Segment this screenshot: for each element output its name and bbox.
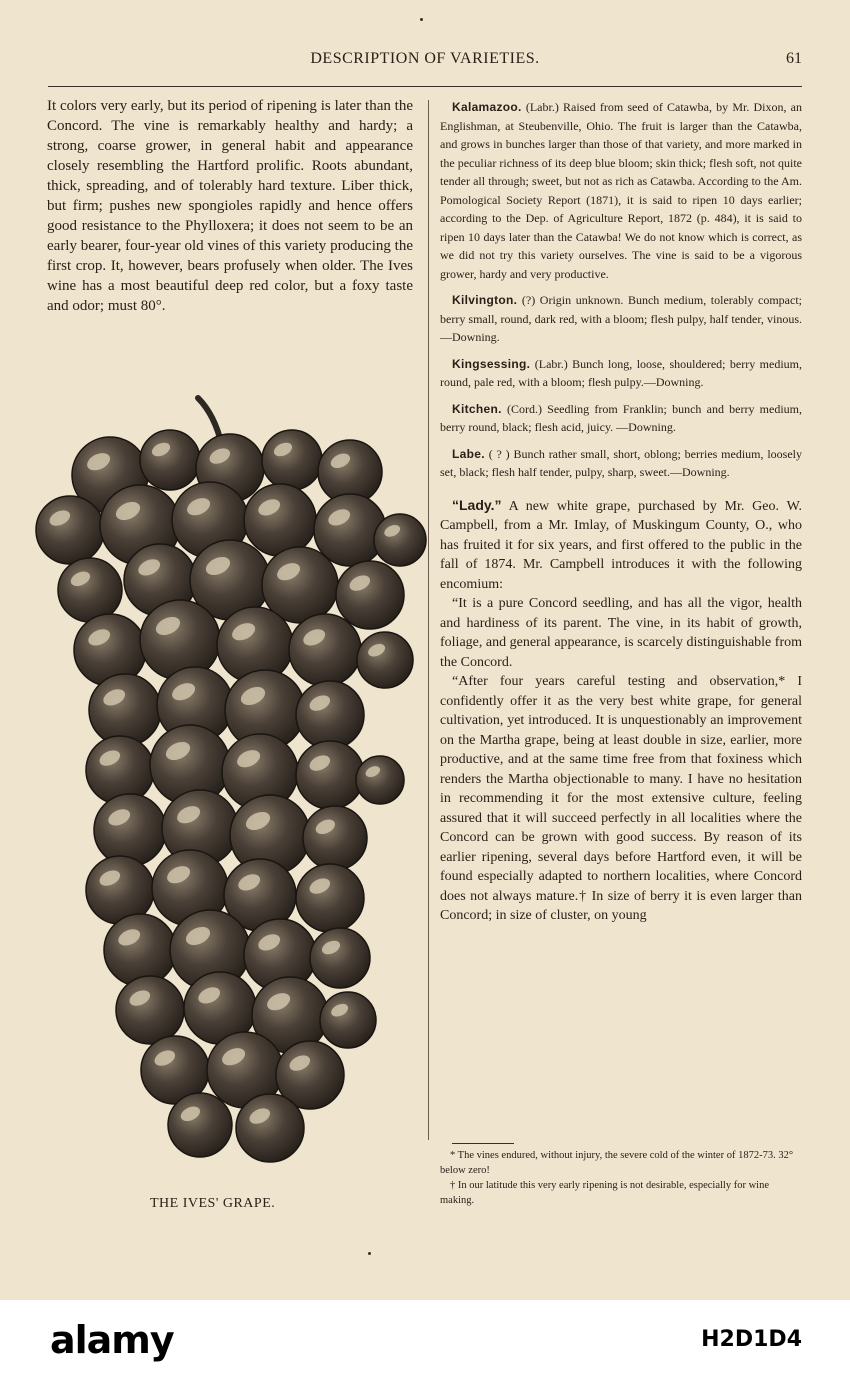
- grape-berry: [236, 1094, 304, 1162]
- ives-grape-illustration: [30, 380, 430, 1190]
- footnote-asterisk: * The vines endured, without injury, the severe cold of the winter of 1872-73. 32° below zero!: [440, 1150, 794, 1176]
- ives-description-paragraph: It colors very early, but its period of ripening is later than the Concord. The vine is remarkably healthy and hardy; a strong, coarse grower, in general habit and appearance closely resembling the Hartford prolific. Roots abundant, thick, spreading, and of tolerably hard texture. Liber thick, but firm; pushes new spongioles rapidly and hence offers good resistance to the Phylloxera; it does not seem to be an early bearer, four-year old vines of this variety producing the first crop. It, however, bears profusely when older. The Ives wine has a most beautiful deep red color, but a foxy taste and odor; must 80°.: [47, 98, 413, 314]
- grape-berry: [336, 561, 404, 629]
- footnote-rule: [452, 1143, 514, 1144]
- column-divider: [428, 100, 429, 1140]
- grape-berry: [289, 614, 361, 686]
- entry-name: Kingsessing.: [452, 356, 531, 371]
- entry-kilvington: [440, 291, 802, 347]
- entry-text: (Labr.) Bunch long, loose, shouldered; berry medium, round, pale red, with a bloom; flesh pulpy.—Downing.: [440, 356, 803, 389]
- entry-text: (Labr.) Raised from seed of Catawba, by Mr. Dixon, an Englishman, at Steubenville, Ohio. The fruit is larger than the Catawba, and grows in bunches larger than those of that variety, and more marked in the peculiar richness of its deep blue bloom; skin thick; flesh soft, not quite tender all through; sweet, but not as rich as Catawba. According to the Am. Pomological Society Report (1871), it is said to ripen 10 days earlier; according to the Dep. of Agriculture Report, 1872 (p. 484), it is said to ripen 10 days later than the Catawba! We do not know which is correct, as we did not try this variety ourselves. The vine is said to be a vigorous grower, hardy and very productive.: [440, 100, 802, 281]
- entry-text: (?) Origin unknown. Bunch medium, tolerably compact; berry small, round, dark red, with a bloom; flesh pulpy, half tender, vinous.—Downing.: [440, 293, 803, 344]
- lady-quote-1: “It is a pure Concord seedling, and has all the vigor, health and hardiness of its parent. The vine, in its habit of growth, foliage, and general appearance, is scarcely distinguishable from the Concord.: [440, 596, 802, 670]
- grape-berry: [140, 430, 200, 490]
- grape-berry: [310, 928, 370, 988]
- entry-text: A new white grape, purchased by Mr. Geo. W. Campbell, from a Mr. Imlay, of Muskingum County, O., who has fruited it for six years, and first offered to the public in the fall of 1874. Mr. Campbell introduces it with the following encomium:: [440, 498, 802, 592]
- grape-berry: [296, 681, 364, 749]
- grape-berry: [116, 976, 184, 1044]
- page-number: 61: [786, 50, 802, 67]
- grape-berry: [296, 741, 364, 809]
- grape-berry: [140, 600, 220, 680]
- entry-kitchen: [440, 400, 802, 437]
- varieties-column: [440, 98, 802, 926]
- entry-labe: [440, 445, 802, 482]
- running-header-title: DESCRIPTION OF VARIETIES.: [310, 50, 540, 67]
- grape-berries: [36, 430, 426, 1162]
- grape-berry: [356, 756, 404, 804]
- entry-text: ( ? ) Bunch rather small, short, oblong; berries medium, loosely set, black; flesh half tender, pulpy, sharp, sweet.—Downing.: [440, 446, 803, 479]
- entry-name: Kilvington.: [452, 293, 518, 307]
- grape-berry: [320, 992, 376, 1048]
- entry-name: Kitchen.: [452, 401, 502, 416]
- entry-lady: [440, 496, 802, 595]
- grape-berry: [94, 794, 166, 866]
- grape-berry: [303, 806, 367, 870]
- grape-berry: [89, 674, 161, 746]
- entry-kalamazoo: [440, 98, 802, 283]
- grape-berry: [296, 864, 364, 932]
- illustration-caption: THE IVES' GRAPE.: [150, 1196, 276, 1211]
- footnotes: [440, 1148, 805, 1208]
- lady-quote-2: “After four years careful testing and observation,* I confidently offer it as the very best white grape, for general cultivation, yet introduced. It is unquestionably an improvement on the Martha grape, being at least double in size, earlier, more productive, and at the same time free from that foxiness which renders the Martha objectionable to many. I have no hesitation in recommending it for the most extensive culture, feeling assured that it will succeed perfectly in all localities where the Concord can be grown with good success. By reason of its earlier ripening, several days before Hartford even, it will be found especially adapted to northern localities, where Concord does not always mature.† In size of berry it is even larger than Concord; in size of cluster, on young: [440, 674, 802, 923]
- grape-berry: [168, 1093, 232, 1157]
- printer-mark: [420, 18, 423, 21]
- grape-berry: [244, 484, 316, 556]
- grape-berry: [357, 632, 413, 688]
- entry-kingsessing: [440, 355, 802, 392]
- grape-berry: [262, 430, 322, 490]
- footnote-dagger: † In our latitude this very early ripening is not desirable, especially for wine making.: [440, 1180, 769, 1206]
- stock-image-id: H2D1D4: [701, 1327, 802, 1352]
- entry-name: Labe.: [452, 446, 485, 461]
- grape-berry: [58, 558, 122, 622]
- grape-berry: [36, 496, 104, 564]
- grape-berry: [86, 736, 154, 804]
- entry-name: Kalamazoo.: [452, 100, 522, 114]
- grape-berry: [104, 914, 176, 986]
- alamy-logo: alamy: [50, 1318, 174, 1362]
- entry-name: “Lady.”: [452, 496, 502, 513]
- entry-text: (Cord.) Seedling from Franklin; bunch and berry medium, berry round, black; flesh acid, juicy. —Downing.: [440, 401, 803, 434]
- printer-mark: [368, 1252, 371, 1255]
- grape-berry: [374, 514, 426, 566]
- header-rule: [48, 86, 802, 87]
